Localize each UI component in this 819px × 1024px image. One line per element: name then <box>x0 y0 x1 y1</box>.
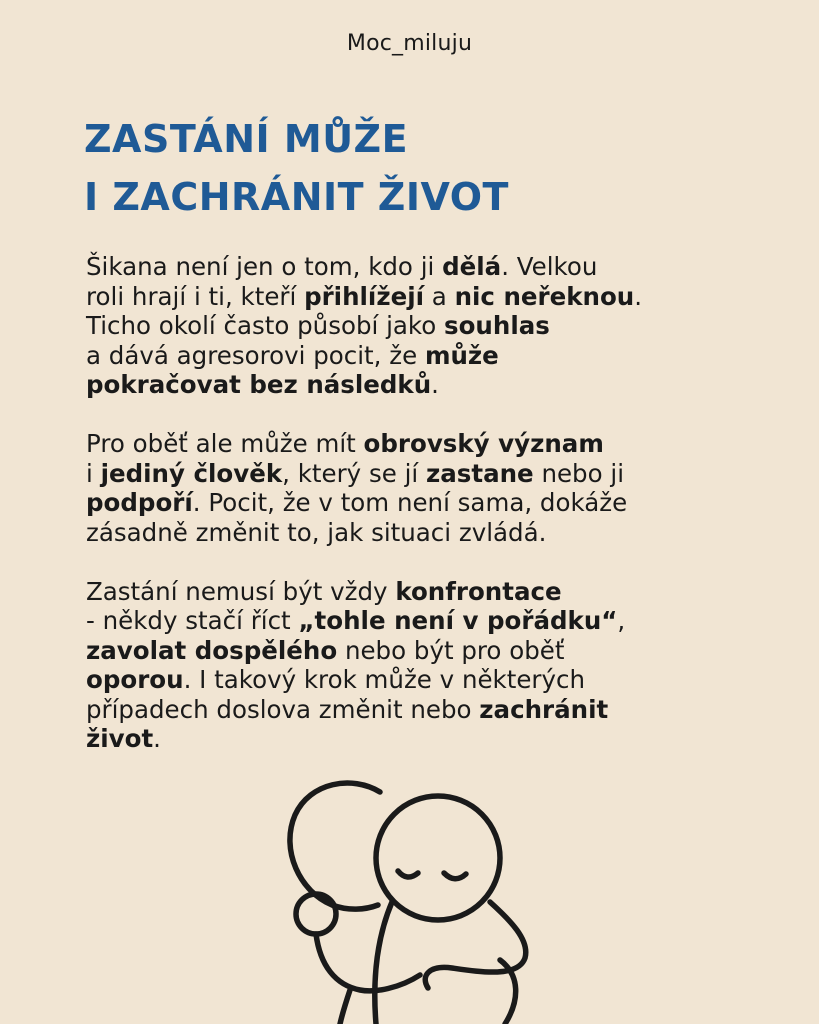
text-line <box>86 518 786 548</box>
text-line <box>86 282 786 312</box>
front-person-body <box>375 902 392 1024</box>
plain-text: , který se jí <box>282 458 426 488</box>
plain-text: a dává agresorovi pocit, že <box>86 340 425 370</box>
text-line <box>86 695 786 725</box>
plain-text: . <box>153 724 161 753</box>
plain-text: , <box>617 606 626 635</box>
emphasis-text: jediný člověk <box>100 458 283 488</box>
emphasis-text: obrovský význam <box>363 429 604 458</box>
emphasis-text: podpoří <box>86 488 193 517</box>
plain-text: nebo být pro oběť <box>337 635 565 665</box>
plain-text: . Pocit, že v tom není sama, dokáže <box>192 488 628 517</box>
plain-text: a <box>424 281 455 311</box>
plain-text: Ticho okolí často působí jako <box>86 311 445 340</box>
post-title-line-1: ZASTÁNÍ MŮŽE <box>84 117 409 161</box>
plain-text: případech doslova změnit nebo <box>86 694 480 724</box>
emphasis-text: souhlas <box>444 311 550 340</box>
plain-text: zásadně změnit to, jak situaci zvládá. <box>86 517 547 547</box>
text-line <box>86 252 786 282</box>
text-line <box>86 724 786 754</box>
paragraph-3 <box>86 577 786 754</box>
text-line <box>86 577 786 607</box>
post-title <box>84 110 509 226</box>
plain-text: roli hrají i ti, kteří <box>86 281 305 311</box>
post-title-line-2: I ZACHRÁNIT ŽIVOT <box>84 175 509 219</box>
emphasis-text: konfrontace <box>395 576 562 606</box>
text-line <box>86 665 786 695</box>
text-line <box>86 429 786 459</box>
text-line <box>86 636 786 666</box>
emphasis-text: život <box>86 724 154 753</box>
paragraph-1 <box>86 252 786 400</box>
hug-icon <box>270 770 560 1024</box>
text-line <box>86 370 786 400</box>
plain-text: . <box>431 370 439 399</box>
emphasis-text: zastane <box>425 458 534 488</box>
plain-text: nebo ji <box>533 458 625 488</box>
plain-text: . <box>634 281 643 311</box>
emphasis-text: dělá <box>442 252 502 281</box>
emphasis-text: nic neřeknou <box>454 281 635 311</box>
emphasis-text: zachránit <box>479 694 609 724</box>
emphasis-text: oporou <box>86 665 184 694</box>
paragraph-2 <box>86 429 786 547</box>
plain-text: Šikana není jen o tom, kdo ji <box>86 252 443 281</box>
text-line <box>86 606 786 636</box>
plain-text: - někdy stačí říct <box>86 606 299 635</box>
back-person-body <box>340 990 350 1024</box>
text-line <box>86 341 786 371</box>
text-line <box>86 311 786 341</box>
text-line <box>86 488 786 518</box>
emphasis-text: pokračovat bez následků <box>86 370 432 399</box>
account-handle: Moc_miluju <box>346 31 473 56</box>
body-text <box>86 252 786 783</box>
text-line <box>86 459 786 489</box>
plain-text: i <box>86 458 101 488</box>
emphasis-text: „tohle není v pořádku“ <box>298 606 618 635</box>
emphasis-text: zavolat dospělého <box>86 635 338 665</box>
back-person-arm <box>316 934 420 991</box>
right-eye <box>444 873 466 879</box>
emphasis-text: může <box>424 340 499 370</box>
left-eye <box>398 871 418 877</box>
back-person-head <box>290 783 380 909</box>
plain-text: . Velkou <box>501 252 598 281</box>
plain-text: Zastání nemusí být vždy <box>86 576 396 606</box>
emphasis-text: přihlížejí <box>304 281 424 311</box>
plain-text: . I takový krok může v některých <box>183 665 585 694</box>
hand-on-shoulder <box>296 894 336 934</box>
plain-text: Pro oběť ale může mít <box>86 429 364 458</box>
